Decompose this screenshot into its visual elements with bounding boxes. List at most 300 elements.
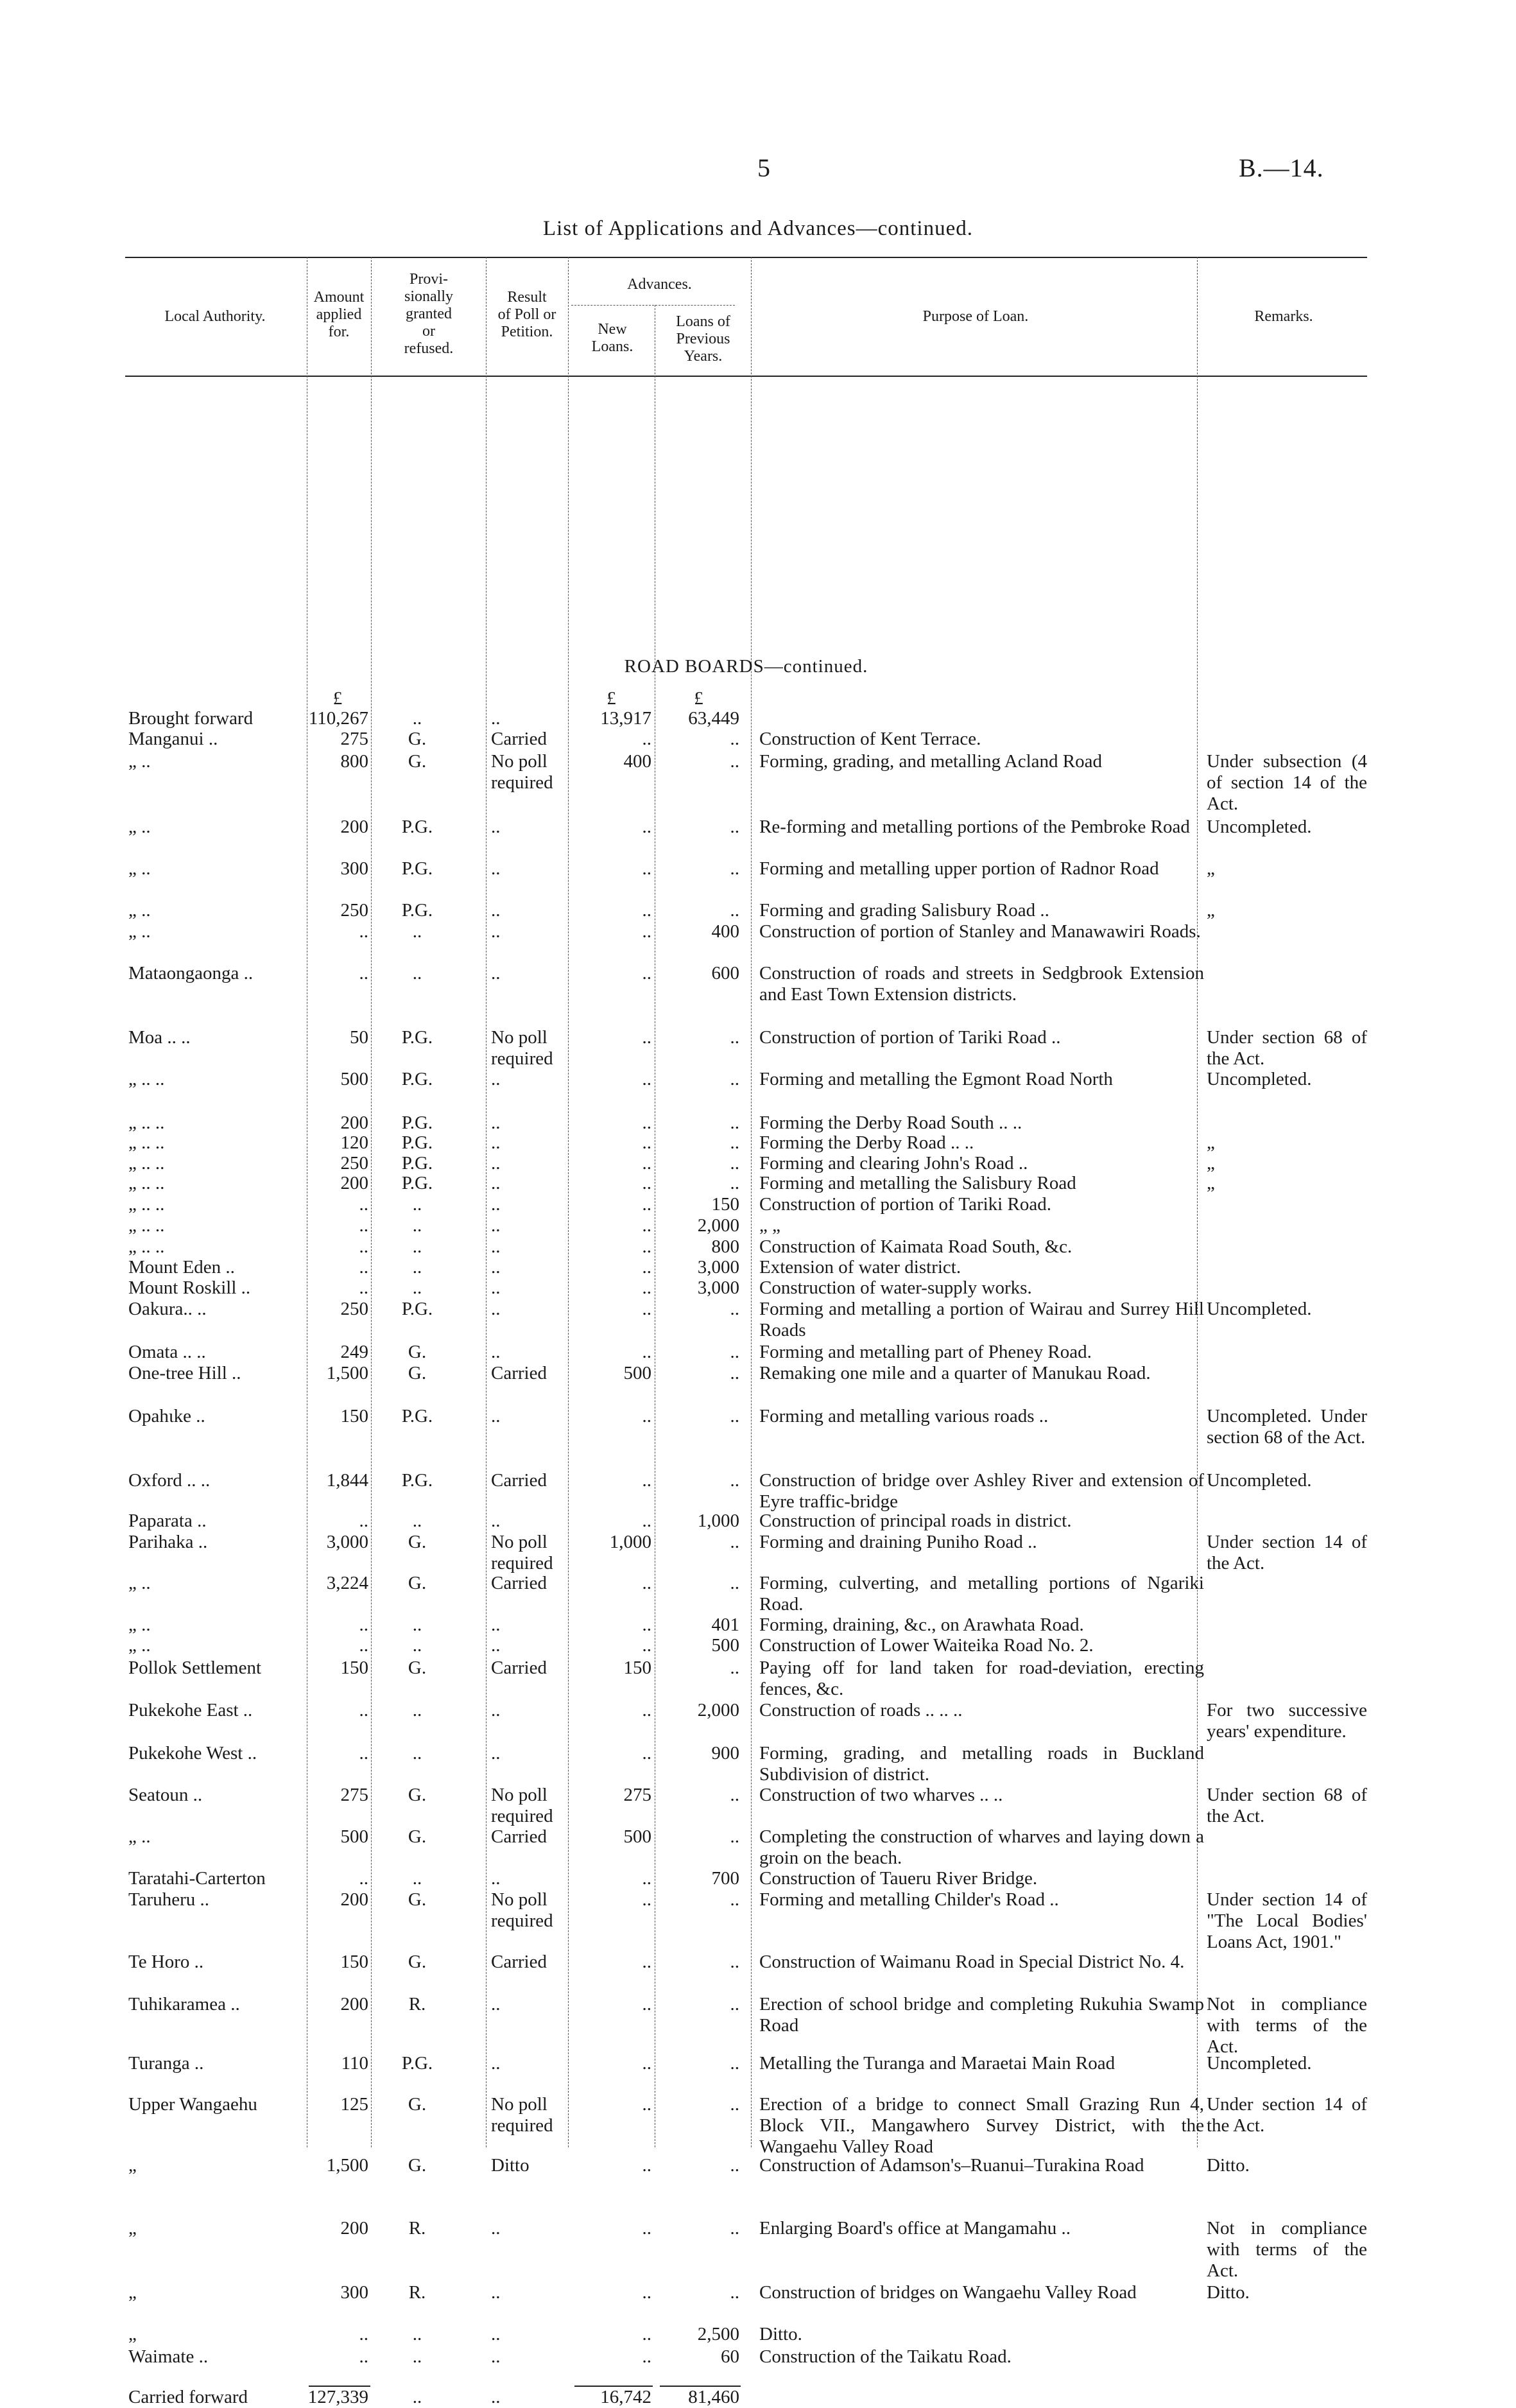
result-cell: .. (491, 1257, 501, 1278)
header-provisionally: Provi- sionally granted or refused. (404, 271, 454, 357)
new-loans-cell: .. (642, 1952, 651, 1972)
amount-cell: 275 (340, 1785, 368, 1805)
purpose-cell: Forming, grading, and metalling roads in Buckland Subdivision of district. (759, 1743, 1204, 1785)
provisional-cell: G. (408, 1889, 427, 1910)
amount-cell: .. (359, 1511, 368, 1531)
remarks-cell: Under section 68 of the Act. (1207, 1027, 1367, 1069)
local-authority-cell: Taruheru .. (128, 1889, 209, 1910)
purpose-cell: Metalling the Turanga and Maraetai Main Road (759, 2053, 1115, 2074)
remarks-cell: „ (1207, 1132, 1215, 1153)
result-cell: No poll required (491, 1532, 553, 1573)
local-authority-cell: „ .. (128, 751, 151, 772)
header-advances: Advances. (627, 276, 692, 293)
new-loans-cell: 400 (623, 751, 651, 772)
new-loans-cell: .. (642, 2282, 651, 2303)
new-loans-cell: .. (642, 1278, 651, 1298)
purpose-cell: Construction of roads .. .. .. (759, 1700, 963, 1720)
previous-loans-cell: .. (730, 729, 739, 749)
remarks-cell: „ (1207, 900, 1215, 921)
local-authority-cell: „ .. .. (128, 1153, 165, 1174)
previous-loans-cell: 63,449 (688, 708, 739, 729)
new-loans-cell: .. (642, 1173, 651, 1193)
result-cell: Carried (491, 1470, 547, 1491)
local-authority-cell: Paparata .. (128, 1511, 207, 1531)
local-authority-cell: Seatoun .. (128, 1785, 203, 1805)
purpose-cell: Forming, grading, and metalling Acland Road (759, 751, 1102, 772)
new-loans-cell: .. (642, 1299, 651, 1319)
new-loans-cell: .. (642, 963, 651, 983)
local-authority-cell: Tuhikaramea .. (128, 1994, 240, 2014)
purpose-cell: Completing the construction of wharves and laying down a groin on the beach. (759, 1826, 1204, 1868)
amount-cell: 800 (340, 751, 368, 772)
result-cell: Ditto (491, 2155, 530, 2176)
local-authority-cell: „ .. .. (128, 1069, 165, 1089)
purpose-cell: Construction of portion of Tariki Road. (759, 1194, 1051, 1215)
amount-cell: .. (359, 1700, 368, 1720)
remarks-cell: Ditto. (1207, 2155, 1250, 2176)
provisional-cell: .. (412, 1257, 422, 1278)
amount-cell: 1,500 (326, 2155, 368, 2176)
purpose-cell: Forming, culverting, and metalling portions of Ngariki Road. (759, 1573, 1204, 1615)
result-cell: .. (491, 1511, 501, 1531)
purpose-cell: Forming and clearing John's Road .. (759, 1153, 1028, 1174)
provisional-cell: P.G. (401, 1299, 433, 1319)
provisional-cell: G. (408, 729, 427, 749)
result-cell: .. (491, 1406, 501, 1426)
remarks-cell: Under section 14 of the Act. (1207, 2094, 1367, 2136)
previous-loans-cell: .. (730, 1826, 739, 1847)
amount-cell: .. (359, 963, 368, 983)
purpose-cell: Forming the Derby Road .. .. (759, 1132, 974, 1153)
remarks-cell: „ (1207, 1153, 1215, 1174)
purpose-cell: Forming and grading Salisbury Road .. (759, 900, 1049, 921)
result-cell: No poll required (491, 1785, 553, 1826)
amount-cell: 500 (340, 1069, 368, 1089)
previous-loans-cell: .. (730, 1069, 739, 1089)
remarks-cell: Under section 14 of "The Local Bodies' Loans Act, 1901." (1207, 1889, 1367, 1952)
remarks-cell: Uncompleted. (1207, 1470, 1312, 1491)
result-cell: Carried (491, 1573, 547, 1593)
column-divider (371, 257, 372, 2147)
previous-loans-cell: .. (730, 1153, 739, 1174)
previous-loans-cell: 600 (711, 963, 739, 983)
amount-cell: 200 (340, 1889, 368, 1910)
remarks-cell: Uncompleted. (1207, 1299, 1312, 1319)
previous-loans-cell: .. (730, 1299, 739, 1319)
provisional-cell: .. (412, 963, 422, 983)
purpose-cell: Construction of Adamson's–Ruanui–Turakina Road (759, 2155, 1144, 2176)
previous-loans-cell: .. (730, 751, 739, 772)
provisional-cell: .. (412, 921, 422, 942)
provisional-cell: .. (412, 1278, 422, 1298)
local-authority-cell: Manganui .. (128, 729, 218, 749)
new-loans-cell: .. (642, 900, 651, 921)
page-title: List of Applications and Advances—continued. (543, 217, 973, 240)
result-cell: .. (491, 858, 501, 879)
result-cell: No poll required (491, 2094, 553, 2136)
new-loans-cell: .. (642, 817, 651, 837)
previous-loans-cell: .. (730, 2155, 739, 2176)
previous-loans-cell: .. (730, 1027, 739, 1048)
header-remarks: Remarks. (1254, 308, 1313, 325)
new-loans-cell: .. (642, 1113, 651, 1133)
previous-loans-cell: .. (730, 858, 739, 879)
provisional-cell: .. (412, 1700, 422, 1720)
new-loans-cell: .. (642, 1194, 651, 1215)
purpose-cell: Construction of two wharves .. .. (759, 1785, 1003, 1805)
result-cell: .. (491, 1153, 501, 1174)
previous-loans-cell: .. (730, 1532, 739, 1552)
amount-cell: .. (359, 1615, 368, 1635)
header-result: Result of Poll or Petition. (497, 289, 556, 340)
purpose-cell: Construction of portion of Stanley and Manawawiri Roads. (759, 921, 1201, 942)
new-loans-cell: .. (642, 1153, 651, 1174)
local-authority-cell: „ .. .. (128, 1132, 165, 1153)
provisional-cell: P.G. (401, 1406, 433, 1426)
new-loans-cell: .. (642, 1615, 651, 1635)
provisional-cell: P.G. (401, 1470, 433, 1491)
previous-loans-cell: .. (730, 1113, 739, 1133)
result-cell: .. (491, 1615, 501, 1635)
result-cell: .. (491, 1113, 501, 1133)
previous-loans-cell: .. (730, 2282, 739, 2303)
amount-cell: 250 (340, 1153, 368, 1174)
purpose-cell: Construction of Waimanu Road in Special District No. 4. (759, 1952, 1185, 1972)
provisional-cell: G. (408, 1952, 427, 1972)
new-loans-cell: .. (642, 2094, 651, 2115)
result-cell: Carried (491, 1952, 547, 1972)
provisional-cell: G. (408, 1342, 427, 1362)
purpose-cell: Forming and metalling the Egmont Road North (759, 1069, 1113, 1089)
result-cell: .. (491, 2282, 501, 2303)
previous-loans-cell: .. (730, 1173, 739, 1193)
local-authority-cell: „ .. (128, 1826, 151, 1847)
purpose-cell: Construction of roads and streets in Sedgbrook Extension and East Town Extension districts. (759, 963, 1204, 1005)
remarks-cell: Uncompleted. (1207, 2053, 1312, 2074)
provisional-cell: .. (412, 2346, 422, 2367)
previous-loans-cell: 2,500 (697, 2324, 739, 2344)
local-authority-cell: Parihaka .. (128, 1532, 208, 1552)
amount-cell: .. (359, 1868, 368, 1889)
amount-cell: .. (359, 2346, 368, 2367)
local-authority-cell: „ .. (128, 921, 151, 942)
amount-cell: 110 (341, 2053, 368, 2074)
new-loans-cell: .. (642, 1700, 651, 1720)
amount-cell: 1,844 (326, 1470, 368, 1491)
provisional-cell: P.G. (401, 900, 433, 921)
amount-cell: 200 (340, 2218, 368, 2239)
previous-loans-cell: .. (730, 1658, 739, 1678)
local-authority-cell: „ .. (128, 817, 151, 837)
previous-loans-cell: 81,460 (688, 2387, 739, 2407)
provisional-cell: G. (408, 1363, 427, 1383)
new-loans-cell: 500 (623, 1826, 651, 1847)
previous-loans-cell: 401 (711, 1615, 739, 1635)
previous-loans-cell: .. (730, 1363, 739, 1383)
provisional-cell: .. (412, 1194, 422, 1215)
purpose-cell: Construction of Kent Terrace. (759, 729, 981, 749)
previous-loans-cell: 800 (711, 1236, 739, 1257)
local-authority-cell: „ .. .. (128, 1173, 165, 1193)
amount-cell: 3,224 (326, 1573, 368, 1593)
provisional-cell: G. (408, 751, 427, 772)
provisional-cell: .. (412, 708, 422, 729)
purpose-cell: Construction of Taueru River Bridge. (759, 1868, 1038, 1889)
previous-loans-cell: .. (730, 2094, 739, 2115)
previous-loans-cell: 500 (711, 1635, 739, 1656)
header-amount: Amount applied for. (313, 289, 365, 340)
provisional-cell: R. (408, 1994, 426, 2014)
provisional-cell: .. (412, 1215, 422, 1236)
local-authority-cell: Oakura.. .. (128, 1299, 207, 1319)
provisional-cell: P.G. (401, 1153, 433, 1174)
previous-loans-cell: .. (730, 1342, 739, 1362)
new-loans-cell: .. (642, 1027, 651, 1048)
purpose-cell: Erection of school bridge and completing Rukuhia Swamp Road (759, 1994, 1204, 2036)
previous-loans-cell: .. (730, 1889, 739, 1910)
new-loans-cell: .. (642, 1635, 651, 1656)
header-new-loans: New Loans. (591, 321, 633, 355)
result-cell: .. (491, 1236, 501, 1257)
previous-loans-cell: .. (730, 2218, 739, 2239)
previous-loans-cell: .. (730, 1406, 739, 1426)
local-authority-cell: „ (128, 2155, 137, 2176)
amount-cell: 300 (340, 2282, 368, 2303)
amount-cell: 127,339 (307, 2387, 368, 2407)
local-authority-cell: „ (128, 2324, 137, 2344)
previous-loans-cell: .. (730, 1785, 739, 1805)
remarks-cell: For two successive years' expenditure. (1207, 1700, 1367, 1742)
purpose-cell: Enlarging Board's office at Mangamahu .. (759, 2218, 1071, 2239)
purpose-cell: Erection of a bridge to connect Small Grazing Run 4, Block VII., Mangawhero Survey District, with the Wangaehu Valley Road (759, 2094, 1204, 2157)
amount-cell: 150 (340, 1952, 368, 1972)
provisional-cell: G. (408, 2155, 427, 2176)
sum-rule (660, 2386, 741, 2387)
provisional-cell: G. (408, 1658, 427, 1678)
currency-symbol: £ (694, 688, 703, 709)
sum-rule (574, 2386, 653, 2387)
amount-cell: 275 (340, 729, 368, 749)
result-cell: .. (491, 2324, 501, 2344)
new-loans-cell: .. (642, 729, 651, 749)
column-divider (751, 257, 752, 2147)
currency-symbol: £ (332, 688, 343, 709)
new-loans-cell: .. (642, 1257, 651, 1278)
remarks-cell: Under subsection (4 of section 14 of the Act. (1207, 751, 1367, 814)
previous-loans-cell: .. (730, 817, 739, 837)
local-authority-cell: „ .. (128, 858, 151, 879)
local-authority-cell: „ .. (128, 900, 151, 921)
previous-loans-cell: .. (730, 2053, 739, 2074)
previous-loans-cell: .. (730, 1470, 739, 1491)
previous-loans-cell: .. (730, 1132, 739, 1153)
provisional-cell: P.G. (401, 817, 433, 837)
new-loans-cell: .. (642, 1994, 651, 2014)
new-loans-cell: 275 (623, 1785, 651, 1805)
provisional-cell: P.G. (401, 2053, 433, 2074)
new-loans-cell: .. (642, 1743, 651, 1763)
provisional-cell: G. (408, 1532, 427, 1552)
result-cell: .. (491, 1278, 501, 1298)
sum-rule (309, 2386, 370, 2387)
provisional-cell: .. (412, 1236, 422, 1257)
remarks-cell: Ditto. (1207, 2282, 1250, 2303)
amount-cell: 200 (340, 1113, 368, 1133)
remarks-cell: „ (1207, 1173, 1215, 1193)
local-authority-cell: Brought forward (128, 708, 254, 729)
new-loans-cell: 500 (623, 1363, 651, 1383)
result-cell: .. (491, 1069, 501, 1089)
local-authority-cell: „ .. .. (128, 1194, 165, 1215)
amount-cell: 300 (340, 858, 368, 879)
new-loans-cell: .. (642, 2053, 651, 2074)
local-authority-cell: Opahɩke .. (128, 1406, 205, 1426)
amount-cell: 250 (340, 900, 368, 921)
amount-cell: 200 (340, 1173, 368, 1193)
result-cell: .. (491, 817, 501, 837)
previous-loans-cell: .. (730, 1994, 739, 2014)
amount-cell: 125 (340, 2094, 368, 2115)
new-loans-cell: .. (642, 1470, 651, 1491)
new-loans-cell: .. (642, 921, 651, 942)
result-cell: .. (491, 708, 501, 729)
amount-cell: .. (359, 1743, 368, 1763)
amount-cell: .. (359, 1635, 368, 1656)
amount-cell: 250 (340, 1299, 368, 1319)
new-loans-cell: 1,000 (609, 1532, 651, 1552)
previous-loans-cell: 3,000 (697, 1257, 739, 1278)
provisional-cell: .. (412, 1635, 422, 1656)
result-cell: .. (491, 1173, 501, 1193)
amount-cell: .. (359, 921, 368, 942)
header-purpose: Purpose of Loan. (922, 308, 1029, 325)
purpose-cell: „ „ (759, 1215, 780, 1236)
local-authority-cell: Te Horo .. (128, 1952, 204, 1972)
local-authority-cell: „ .. (128, 1615, 151, 1635)
header-local-authority: Local Authority. (164, 308, 266, 325)
amount-cell: 249 (340, 1342, 368, 1362)
purpose-cell: Paying off for land taken for road-deviation, erecting fences, &c. (759, 1658, 1204, 1699)
result-cell: No poll required (491, 751, 553, 793)
result-cell: Carried (491, 729, 547, 749)
result-cell: .. (491, 1194, 501, 1215)
provisional-cell: P.G. (401, 1069, 433, 1089)
new-loans-cell: .. (642, 1406, 651, 1426)
table-top-rule (125, 257, 1367, 258)
purpose-cell: Forming, draining, &c., on Arawhata Road. (759, 1615, 1084, 1635)
purpose-cell: Forming and metalling the Salisbury Road (759, 1173, 1076, 1193)
result-cell: No poll required (491, 1889, 553, 1931)
local-authority-cell: „ .. (128, 1635, 151, 1656)
amount-cell: 50 (350, 1027, 368, 1048)
previous-loans-cell: 700 (711, 1868, 739, 1889)
purpose-cell: Forming the Derby Road South .. .. (759, 1113, 1022, 1133)
result-cell: No poll required (491, 1027, 553, 1069)
local-authority-cell: Oxford .. .. (128, 1470, 211, 1491)
amount-cell: 500 (340, 1826, 368, 1847)
previous-loans-cell: 60 (721, 2346, 739, 2367)
amount-cell: 150 (340, 1658, 368, 1678)
remarks-cell: Uncompleted. Under section 68 of the Act. (1207, 1406, 1367, 1448)
provisional-cell: G. (408, 1826, 427, 1847)
local-authority-cell: One-tree Hill .. (128, 1363, 241, 1383)
new-loans-cell: 16,742 (600, 2387, 651, 2407)
provisional-cell: P.G. (401, 1173, 433, 1193)
result-cell: Carried (491, 1363, 547, 1383)
purpose-cell: Remaking one mile and a quarter of Manukau Road. (759, 1363, 1151, 1383)
new-loans-cell: .. (642, 1069, 651, 1089)
previous-loans-cell: .. (730, 1573, 739, 1593)
new-loans-cell: 13,917 (600, 708, 651, 729)
section-heading: ROAD BOARDS—continued. (624, 656, 868, 677)
new-loans-cell: 150 (623, 1658, 651, 1678)
remarks-cell: Uncompleted. (1207, 1069, 1312, 1089)
new-loans-cell: .. (642, 1511, 651, 1531)
provisional-cell: R. (408, 2282, 426, 2303)
new-loans-cell: .. (642, 1215, 651, 1236)
local-authority-cell: Pukekohe West .. (128, 1743, 257, 1763)
amount-cell: .. (359, 1194, 368, 1215)
provisional-cell: P.G. (401, 1027, 433, 1048)
purpose-cell: Construction of Kaimata Road South, &c. (759, 1236, 1072, 1257)
purpose-cell: Re-forming and metalling portions of the Pembroke Road (759, 817, 1190, 837)
amount-cell: .. (359, 1257, 368, 1278)
local-authority-cell: Turanga .. (128, 2053, 204, 2074)
provisional-cell: G. (408, 1573, 427, 1593)
result-cell: .. (491, 1132, 501, 1153)
local-authority-cell: Pukekohe East .. (128, 1700, 253, 1720)
provisional-cell: P.G. (401, 858, 433, 879)
purpose-cell: Forming and metalling Childer's Road .. (759, 1889, 1059, 1910)
new-loans-cell: .. (642, 2324, 651, 2344)
result-cell: .. (491, 1994, 501, 2014)
remarks-cell: „ (1207, 858, 1215, 879)
amount-cell: 1,500 (326, 1363, 368, 1383)
new-loans-cell: .. (642, 2218, 651, 2239)
amount-cell: 150 (340, 1406, 368, 1426)
local-authority-cell: „ .. (128, 1573, 151, 1593)
applications-table (125, 257, 1367, 2407)
result-cell: .. (491, 2346, 501, 2367)
amount-cell: 3,000 (326, 1532, 368, 1552)
provisional-cell: .. (412, 1615, 422, 1635)
purpose-cell: Construction of principal roads in district. (759, 1511, 1072, 1531)
result-cell: .. (491, 921, 501, 942)
result-cell: .. (491, 1215, 501, 1236)
amount-cell: .. (359, 1278, 368, 1298)
amount-cell: 200 (340, 817, 368, 837)
provisional-cell: .. (412, 2324, 422, 2344)
previous-loans-cell: .. (730, 900, 739, 921)
local-authority-cell: Moa .. .. (128, 1027, 191, 1048)
page-number: 5 (757, 153, 770, 182)
purpose-cell: Forming and metalling a portion of Wairau and Surrey Hill Roads (759, 1299, 1204, 1340)
result-cell: .. (491, 963, 501, 983)
header-loans-previous: Loans of Previous Years. (676, 313, 730, 365)
purpose-cell: Ditto. (759, 2324, 802, 2344)
provisional-cell: G. (408, 2094, 427, 2115)
purpose-cell: Forming and draining Puniho Road .. (759, 1532, 1037, 1552)
new-loans-cell: .. (642, 1342, 651, 1362)
result-cell: .. (491, 1743, 501, 1763)
result-cell: .. (491, 1299, 501, 1319)
advances-subrule (571, 305, 735, 306)
purpose-cell: Construction of the Taikatu Road. (759, 2346, 1012, 2367)
purpose-cell: Construction of portion of Tariki Road .. (759, 1027, 1061, 1048)
local-authority-cell: „ .. .. (128, 1113, 165, 1133)
column-divider (486, 257, 487, 2147)
amount-cell: .. (359, 1215, 368, 1236)
